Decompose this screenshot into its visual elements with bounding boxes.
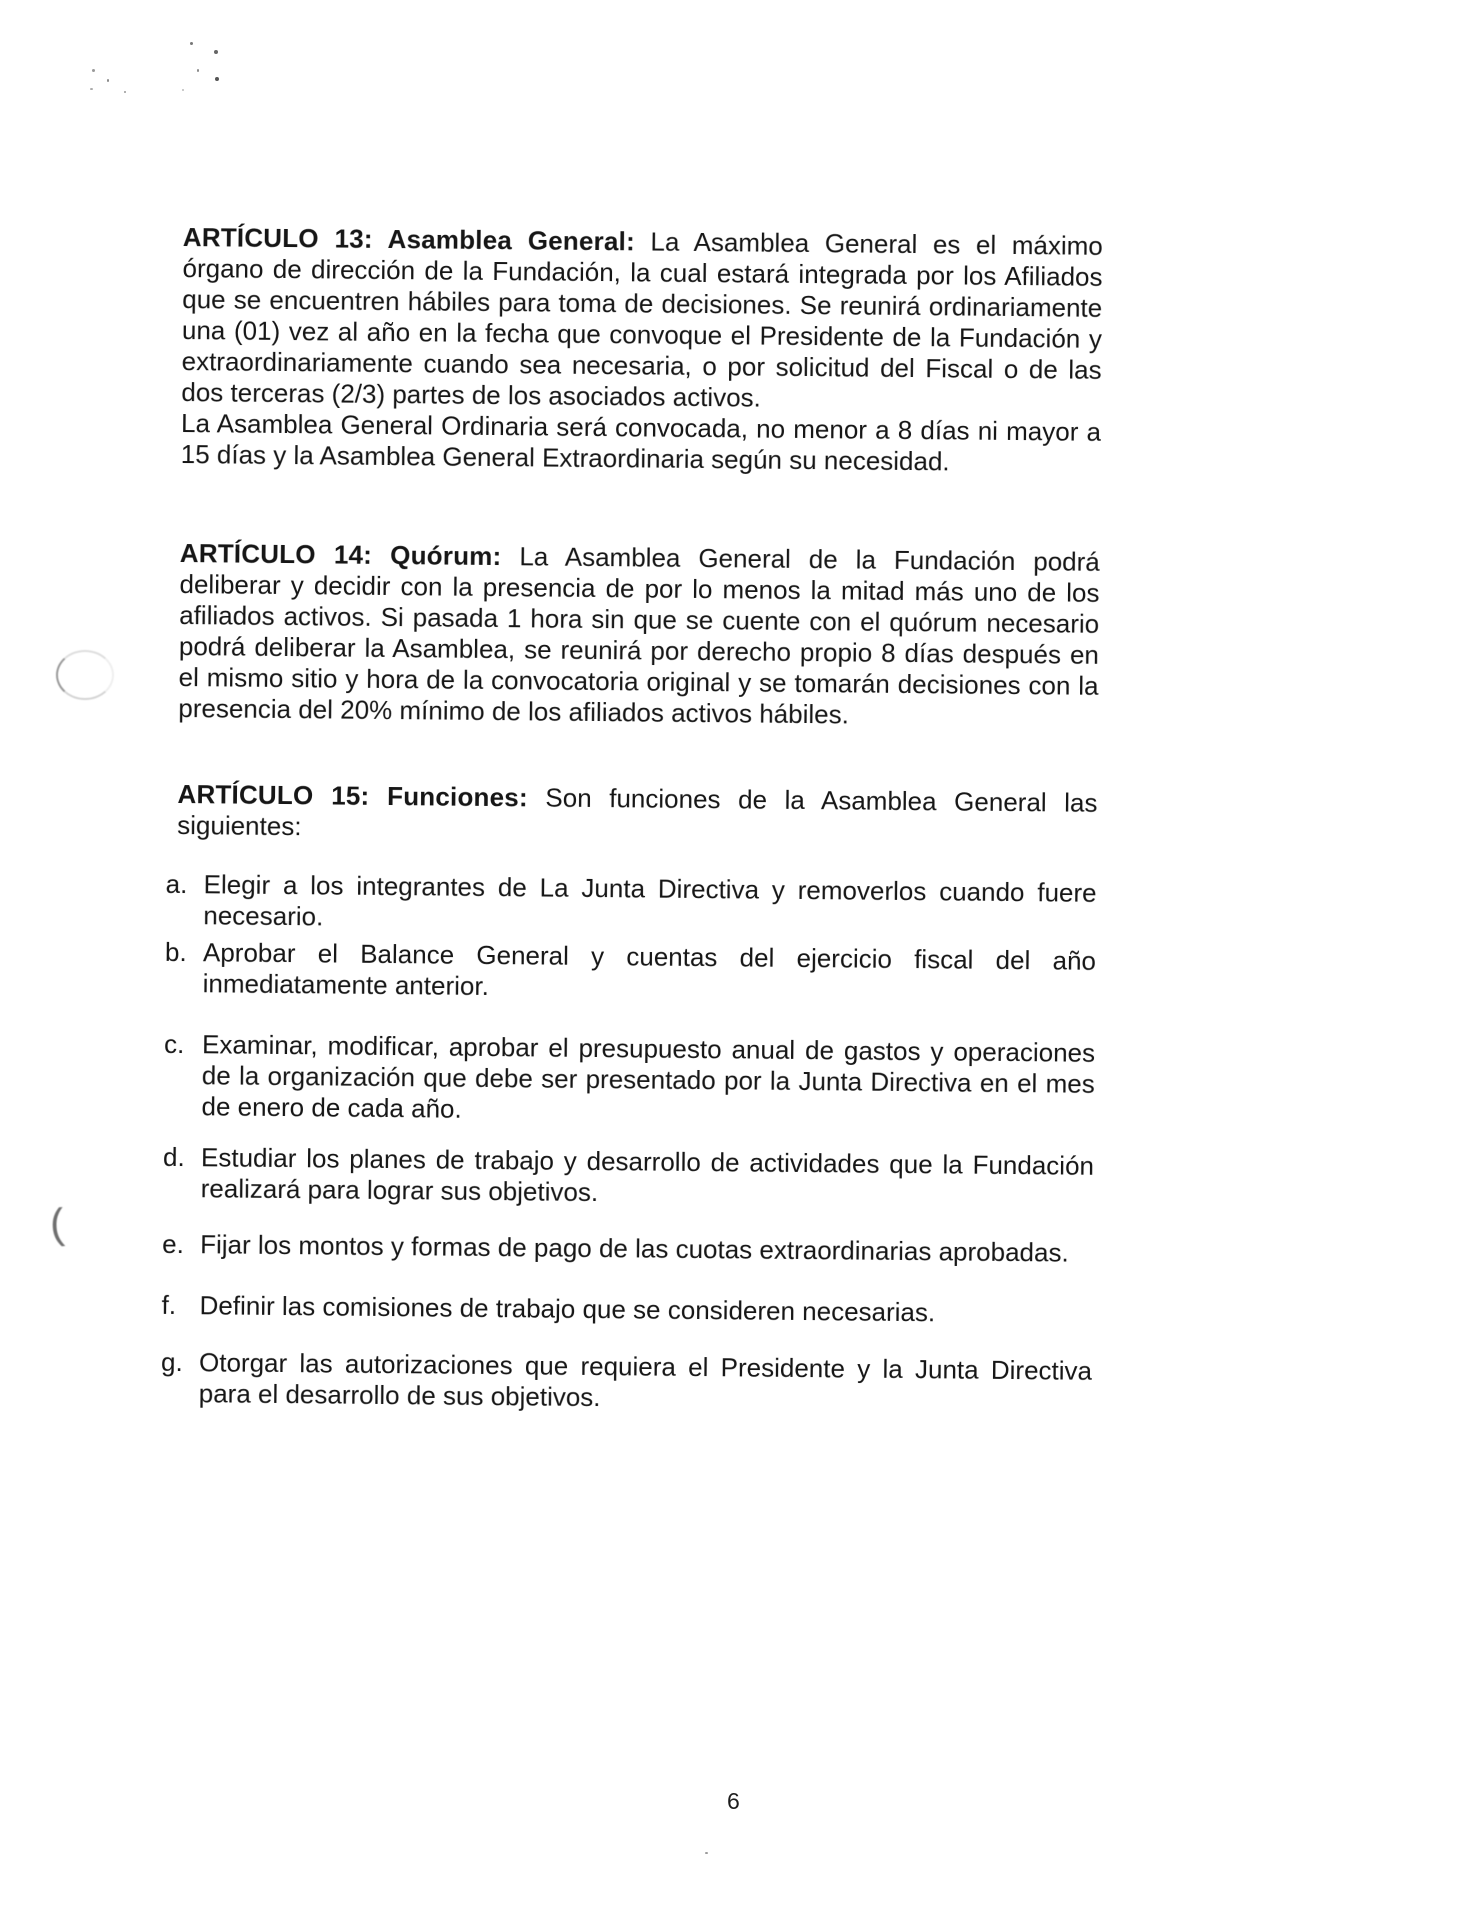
list-text: Otorgar las autorizaciones que requiera el Presidente y la Junta Directiva para el desarrollo de sus objetivos. <box>198 1347 1093 1413</box>
article-13-body: La Asamblea General es el máximo órgano de dirección de la Fundación, la cual estará integrada por los Afiliados que se encuentren hábiles para toma de decisiones. Se reunirá ordinariamente una (01) vez al año en la fecha que convoque el Presidente de la Fundación y extraordinariamente cuando sea necesaria, o por solicitud del Fiscal o de las dos terceras (2/3) partes de los asociados activos. <box>181 226 1103 413</box>
list-text: Estudiar los planes de trabajo y desarrollo de actividades que la Fundación realizará para lograr sus objetivos. <box>200 1142 1095 1208</box>
functions-list <box>161 869 1097 1418</box>
list-text: Examinar, modificar, aprobar el presupuesto anual de gastos y operaciones de la organización que debe ser presentado por la Junta Directiva en el mes de enero de cada año. <box>201 1029 1096 1124</box>
list-item-c <box>163 1029 1095 1131</box>
list-text: Fijar los montos y formas de pago de las cuotas extraordinarias aprobadas. <box>200 1229 1069 1268</box>
article-15-body: Son funciones de la Asamblea General las siguientes: <box>177 782 1098 842</box>
article-14-body: La Asamblea General de la Fundación podrá deliberar y decidir con la presencia de por lo menos la mitad más uno de los afiliados activos. Si pasada 1 hora sin que se cuente con el quórum necesario podrá deliberar la Asamblea, se reunirá por derecho propio 8 días después en el mismo sitio y hora de la convocatoria original y se tomarán decisiones con la presencia del 20% mínimo de los afiliados activos hábiles. <box>178 541 1100 730</box>
list-marker: g. <box>160 1346 183 1378</box>
list-item-a <box>165 869 1097 940</box>
scan-speck <box>182 89 184 91</box>
article-14-heading: ARTÍCULO 14: Quórum: <box>179 537 502 572</box>
list-marker: a. <box>165 868 188 900</box>
scan-speck <box>214 50 218 54</box>
list-text: Definir las comisiones de trabajo que se consideren necesarias. <box>199 1290 936 1328</box>
list-marker: b. <box>164 936 187 968</box>
list-marker: f. <box>161 1289 177 1320</box>
article-15-heading: ARTÍCULO 15: Funciones: <box>177 778 528 813</box>
list-item-f <box>161 1290 1092 1330</box>
article-13-body-2: La Asamblea General Ordinaria será convocada, no menor a 8 días ni mayor a 15 días y la Asamblea General Extraordinaria según su necesidad. <box>180 407 1102 477</box>
list-text: Aprobar el Balance General y cuentas del ejercicio fiscal del año inmediatamente anterior. <box>202 937 1097 1001</box>
scan-speck <box>107 79 109 82</box>
list-item-b <box>165 937 1097 1008</box>
scan-speck <box>124 91 126 93</box>
list-item-e <box>162 1229 1093 1269</box>
scan-speck <box>705 1852 708 1854</box>
scan-artifact-paren: ( <box>48 1199 66 1248</box>
list-item-g <box>161 1347 1093 1418</box>
scan-speck <box>190 42 193 45</box>
list-marker: d. <box>162 1141 185 1173</box>
article-13-heading: ARTÍCULO 13: Asamblea General: <box>182 222 636 257</box>
list-marker: e. <box>162 1228 185 1260</box>
page-number: 6 <box>727 1788 740 1814</box>
scan-speck <box>197 69 199 72</box>
scan-speck <box>215 77 219 81</box>
list-item-d <box>163 1142 1095 1213</box>
article-15-section <box>160 778 1098 1418</box>
scan-artifact-circle <box>56 650 114 700</box>
article-14-section <box>178 538 1100 733</box>
list-text: Elegir a los integrantes de La Junta Directiva y removerlos cuando fuere necesario. <box>203 869 1097 932</box>
scan-speck <box>90 88 93 90</box>
document-content <box>160 222 1103 1418</box>
scan-speck <box>92 69 95 72</box>
list-marker: c. <box>163 1028 185 1060</box>
article-13-section <box>181 222 1103 479</box>
